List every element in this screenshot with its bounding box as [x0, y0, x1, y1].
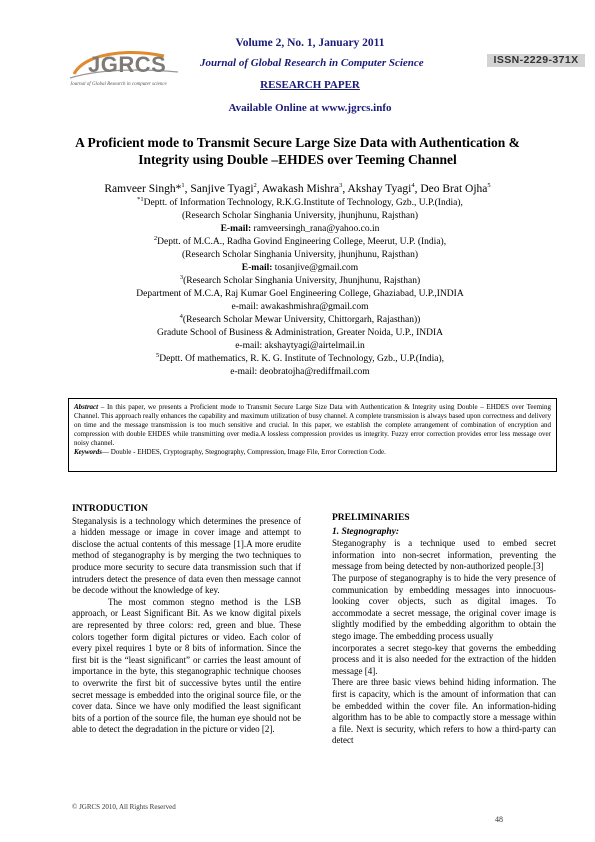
journal-logo [66, 48, 184, 100]
affiliation-line: $^4$(Research Scholar Mewar University, Chittorgarh, Rajasthan)) [179, 312, 421, 325]
available-online: Available Online at www.jgrcs.info [228, 102, 392, 114]
author-name: Ramveer Singh* [104, 183, 182, 195]
body-paragraph: There are three basic views behind hiding information. The first is capacity, which is the amount of information that can be embedded within the cover file. An information-hiding algorithm has to be able to compactly store a message within a file. Next is security, which refers to how a third-party can detect [332, 677, 556, 746]
abstract-text: Abstract – In this paper, we presents a Proficient mode to Transmit Secure Large Size Data with Authentication & Integrity using Double – EHDES over Teeming Channel. This approach really enhances the capability and maximum utilization of busy channel. A complete transmission is always based upon correctness and delivery on time and the message transmission is too much sensitive and crucial. In this paper, we establish the complete arrangement of combination of encryption and compression with double EHDES while transmitting over media.A lossless compression provides us integrity. Fuzzy error correction provides error less message over noisy channel. [74, 403, 551, 447]
keywords-text: Keywords— Double - EHDES, Cryptography, Stegnography, Compression, Image File, Error Correction Code. [74, 448, 386, 456]
logo-text: JGRCS [88, 52, 167, 77]
author-name: Awakash Mishra [261, 183, 340, 195]
affiliation-email: e-mail: akshaytyagi@airtelmail.in [235, 341, 365, 351]
body-paragraph: incorporates a secret stego-key that governs the embedding process and it is also needed for the extraction of the hidden message [4]. [332, 642, 556, 676]
body-paragraph: Steganography is a technique used to embed secret information into non-secret information, preventing the message from being detected by non-authorized people.[3] [332, 538, 556, 572]
body-paragraph: Steganalysis is a technology which determines the presence of a hidden message or image in cover image and attempt to disclose the actual contents of this message [1].A more erudite method of steganography is by merging the two techniques to produce more security to secure data transmission such that if intruders detect the presence of data even then message cannot be decode without the knowledge of key. [72, 515, 301, 596]
author-sup: 1 [181, 182, 185, 190]
author-list: Ramveer Singh*$^1$, Sanjive Tyagi$^2$, Awakash Mishra$^3$, Akshay Tyagi$^4$, Deo Brat Ojha$^5$ [104, 182, 491, 195]
logo-tagline: Journal of Global Research in computer science [70, 82, 167, 87]
affiliation-line: Gradute School of Business & Administration, Greater Noida, U.P., INDIA [156, 328, 444, 338]
volume-line: Volume 2, No. 1, January 2011 [235, 37, 385, 49]
affiliation-line: $^3$(Research Scholar Singhania University, Jhunjhunu, Rajsthan) [179, 273, 421, 286]
abstract-box [68, 398, 557, 472]
subsection-heading: 1. Stegnography: [332, 526, 400, 537]
left-column [72, 504, 301, 736]
affiliation-email: e-mail: awakashmishra@gmail.com [231, 302, 369, 312]
page-number: 48 [495, 815, 503, 824]
right-column [332, 513, 556, 747]
affiliation-line: $^{*1}$Deptt. of Information Technology, R.K.G.Institute of Technology, Gzb., U.P.(India), [137, 195, 463, 208]
affiliations [80, 197, 520, 379]
paper-title: A Proficient mode to Transmit Secure Large Size Data with Authentication & Integrity using Double –EHDES over Teeming Channel [75, 135, 520, 167]
author-sup: 4 [411, 182, 415, 190]
affiliation-email: e-mail: deobratojha@rediffmail.com [230, 367, 370, 377]
affiliation-email: E-mail: ramveersingh_rana@yahoo.co.in [220, 224, 380, 234]
section-heading: PRELIMINARIES [332, 513, 410, 523]
affiliation-line: Department of M.C.A, Raj Kumar Goel Engineering College, Ghaziabad, U.P.,INDIA [136, 289, 464, 299]
author-name: Deo Brat Ojha [420, 183, 488, 195]
author-sup: 3 [339, 182, 343, 190]
affiliation-line: $^5$Deptt. Of mathematics, R. K. G. Institute of Technology, Gzb., U.P.(India), [155, 351, 445, 364]
author-name: Sanjive Tyagi [190, 183, 254, 195]
affiliation-line: (Research Scholar Singhania University, jhunjhunu, Rajsthan) [181, 250, 419, 260]
body-paragraph: The most common stegno method is the LSB approach, or Least Significant Bit. As we know digital pixels are represented by three colors: red, green and blue. These colors together form digital pictures or video. Each color of every pixel requires 1 byte or 8 bits of information. Since the first bit is the “least significant” or carries the least amount of importance in the byte, this steganographic technique chooses to overwrite the first bit of successive bytes until the entire secret message is embedded into the original source file, or the cover data. Since we have only modified the least significant bits of a portion of the source file, the human eye should not be able to detect the degradation in the picture or video [2]. [72, 596, 301, 735]
affiliation-line: $^2$Deptt. of M.C.A., Radha Govind Engineering College, Meerut, U.P. (India), [153, 234, 447, 247]
issn-badge: ISSN-2229-371X [487, 54, 585, 67]
copyright: © JGRCS 2010, All Rights Reserved [72, 803, 176, 811]
journal-name: Journal of Global Research in Computer Science [200, 57, 424, 69]
author-name: Akshay Tyagi [347, 183, 412, 195]
affiliation-email: E-mail: tosanjive@gmail.com [241, 263, 359, 273]
section-heading: INTRODUCTION [72, 504, 149, 514]
affiliation-line: (Research Scholar Singhania University, jhunjhunu, Rajsthan) [181, 211, 419, 221]
author-sup: 2 [253, 182, 257, 190]
section-label: RESEARCH PAPER [260, 79, 360, 91]
body-paragraph: The purpose of steganography is to hide the very presence of communication by embedding messages into innocuous-looking cover objects, such as digital images. To accommodate a secret message, the original cover image is slightly modified by the embedding algorithm to obtain the stego image. The embedding process usually [332, 572, 556, 641]
author-sup: 5 [487, 182, 491, 190]
